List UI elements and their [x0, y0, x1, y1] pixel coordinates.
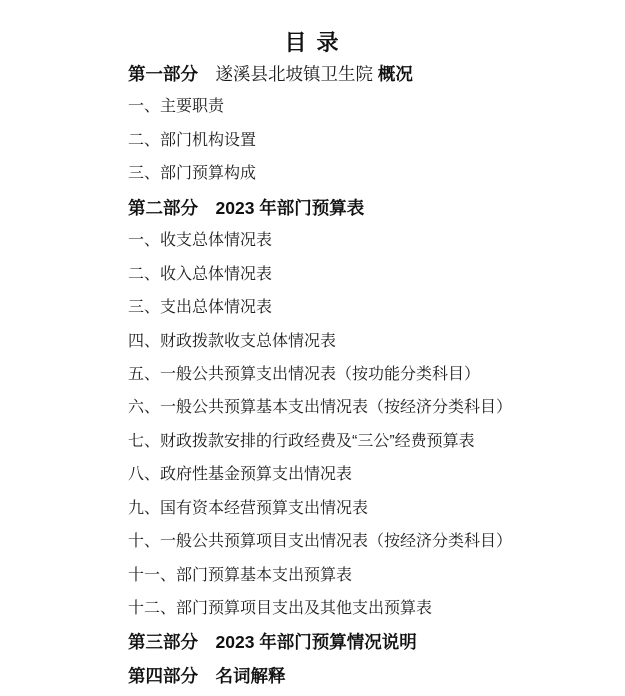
toc-item [128, 164, 570, 197]
toc-item [128, 365, 570, 398]
toc-item [128, 532, 570, 565]
toc-item-text: 三、支出总体情况表 [128, 299, 273, 317]
toc-item-text: 十、一般公共预算项目支出情况表（按经济分类科目） [128, 533, 513, 551]
toc-list [0, 64, 625, 696]
toc-item [128, 97, 570, 130]
toc-item-text: 第二部分 2023 年部门预算表 [128, 197, 365, 218]
toc-title: 目 录 [284, 30, 341, 55]
toc-item-text: 遂溪县北坡镇卫生院 [198, 64, 378, 84]
toc-section-heading [128, 64, 570, 97]
toc-item [128, 131, 570, 164]
toc-item-text: 第一部分 [128, 64, 198, 84]
toc-item-text: 二、部门机构设置 [128, 131, 257, 149]
toc-item-text: 五、一般公共预算支出情况表（按功能分类科目） [128, 365, 481, 383]
toc-item [128, 499, 570, 532]
toc-item [128, 599, 570, 632]
toc-item-text: 二、收入总体情况表 [128, 265, 273, 283]
toc-item-text: 一、主要职责 [128, 98, 225, 116]
toc-item-text: 一、收支总体情况表 [128, 232, 273, 250]
toc-item-text: 六、一般公共预算基本支出情况表（按经济分类科目） [128, 399, 513, 417]
toc-item-text: 十一、部门预算基本支出预算表 [128, 566, 353, 584]
toc-item-text: 七、财政拨款安排的行政经费及“三公”经费预算表 [128, 432, 475, 450]
toc-item [128, 398, 570, 431]
toc-section-heading [128, 198, 570, 231]
toc-item-text: 十二、部门预算项目支出及其他支出预算表 [128, 600, 433, 617]
toc-item [128, 566, 570, 599]
toc-item [128, 432, 570, 465]
toc-item-text: 四、财政拨款收支总体情况表 [128, 332, 337, 350]
toc-item [128, 231, 570, 264]
toc-item-text: 九、国有资本经营预算支出情况表 [128, 499, 369, 517]
toc-item [128, 265, 570, 298]
toc-item [128, 465, 570, 498]
toc-item-text: 第三部分 2023 年部门预算情况说明 [128, 632, 417, 653]
toc-item-text: 三、部门预算构成 [128, 165, 257, 183]
toc-item [128, 332, 570, 365]
toc-item-text: 概况 [377, 64, 413, 84]
toc-item [128, 298, 570, 331]
toc-item-text: 八、政府性基金预算支出情况表 [128, 466, 353, 484]
toc-section-heading [128, 666, 570, 696]
toc-item-text: 第四部分 名词解释 [128, 665, 286, 686]
toc-section-heading [128, 632, 570, 665]
